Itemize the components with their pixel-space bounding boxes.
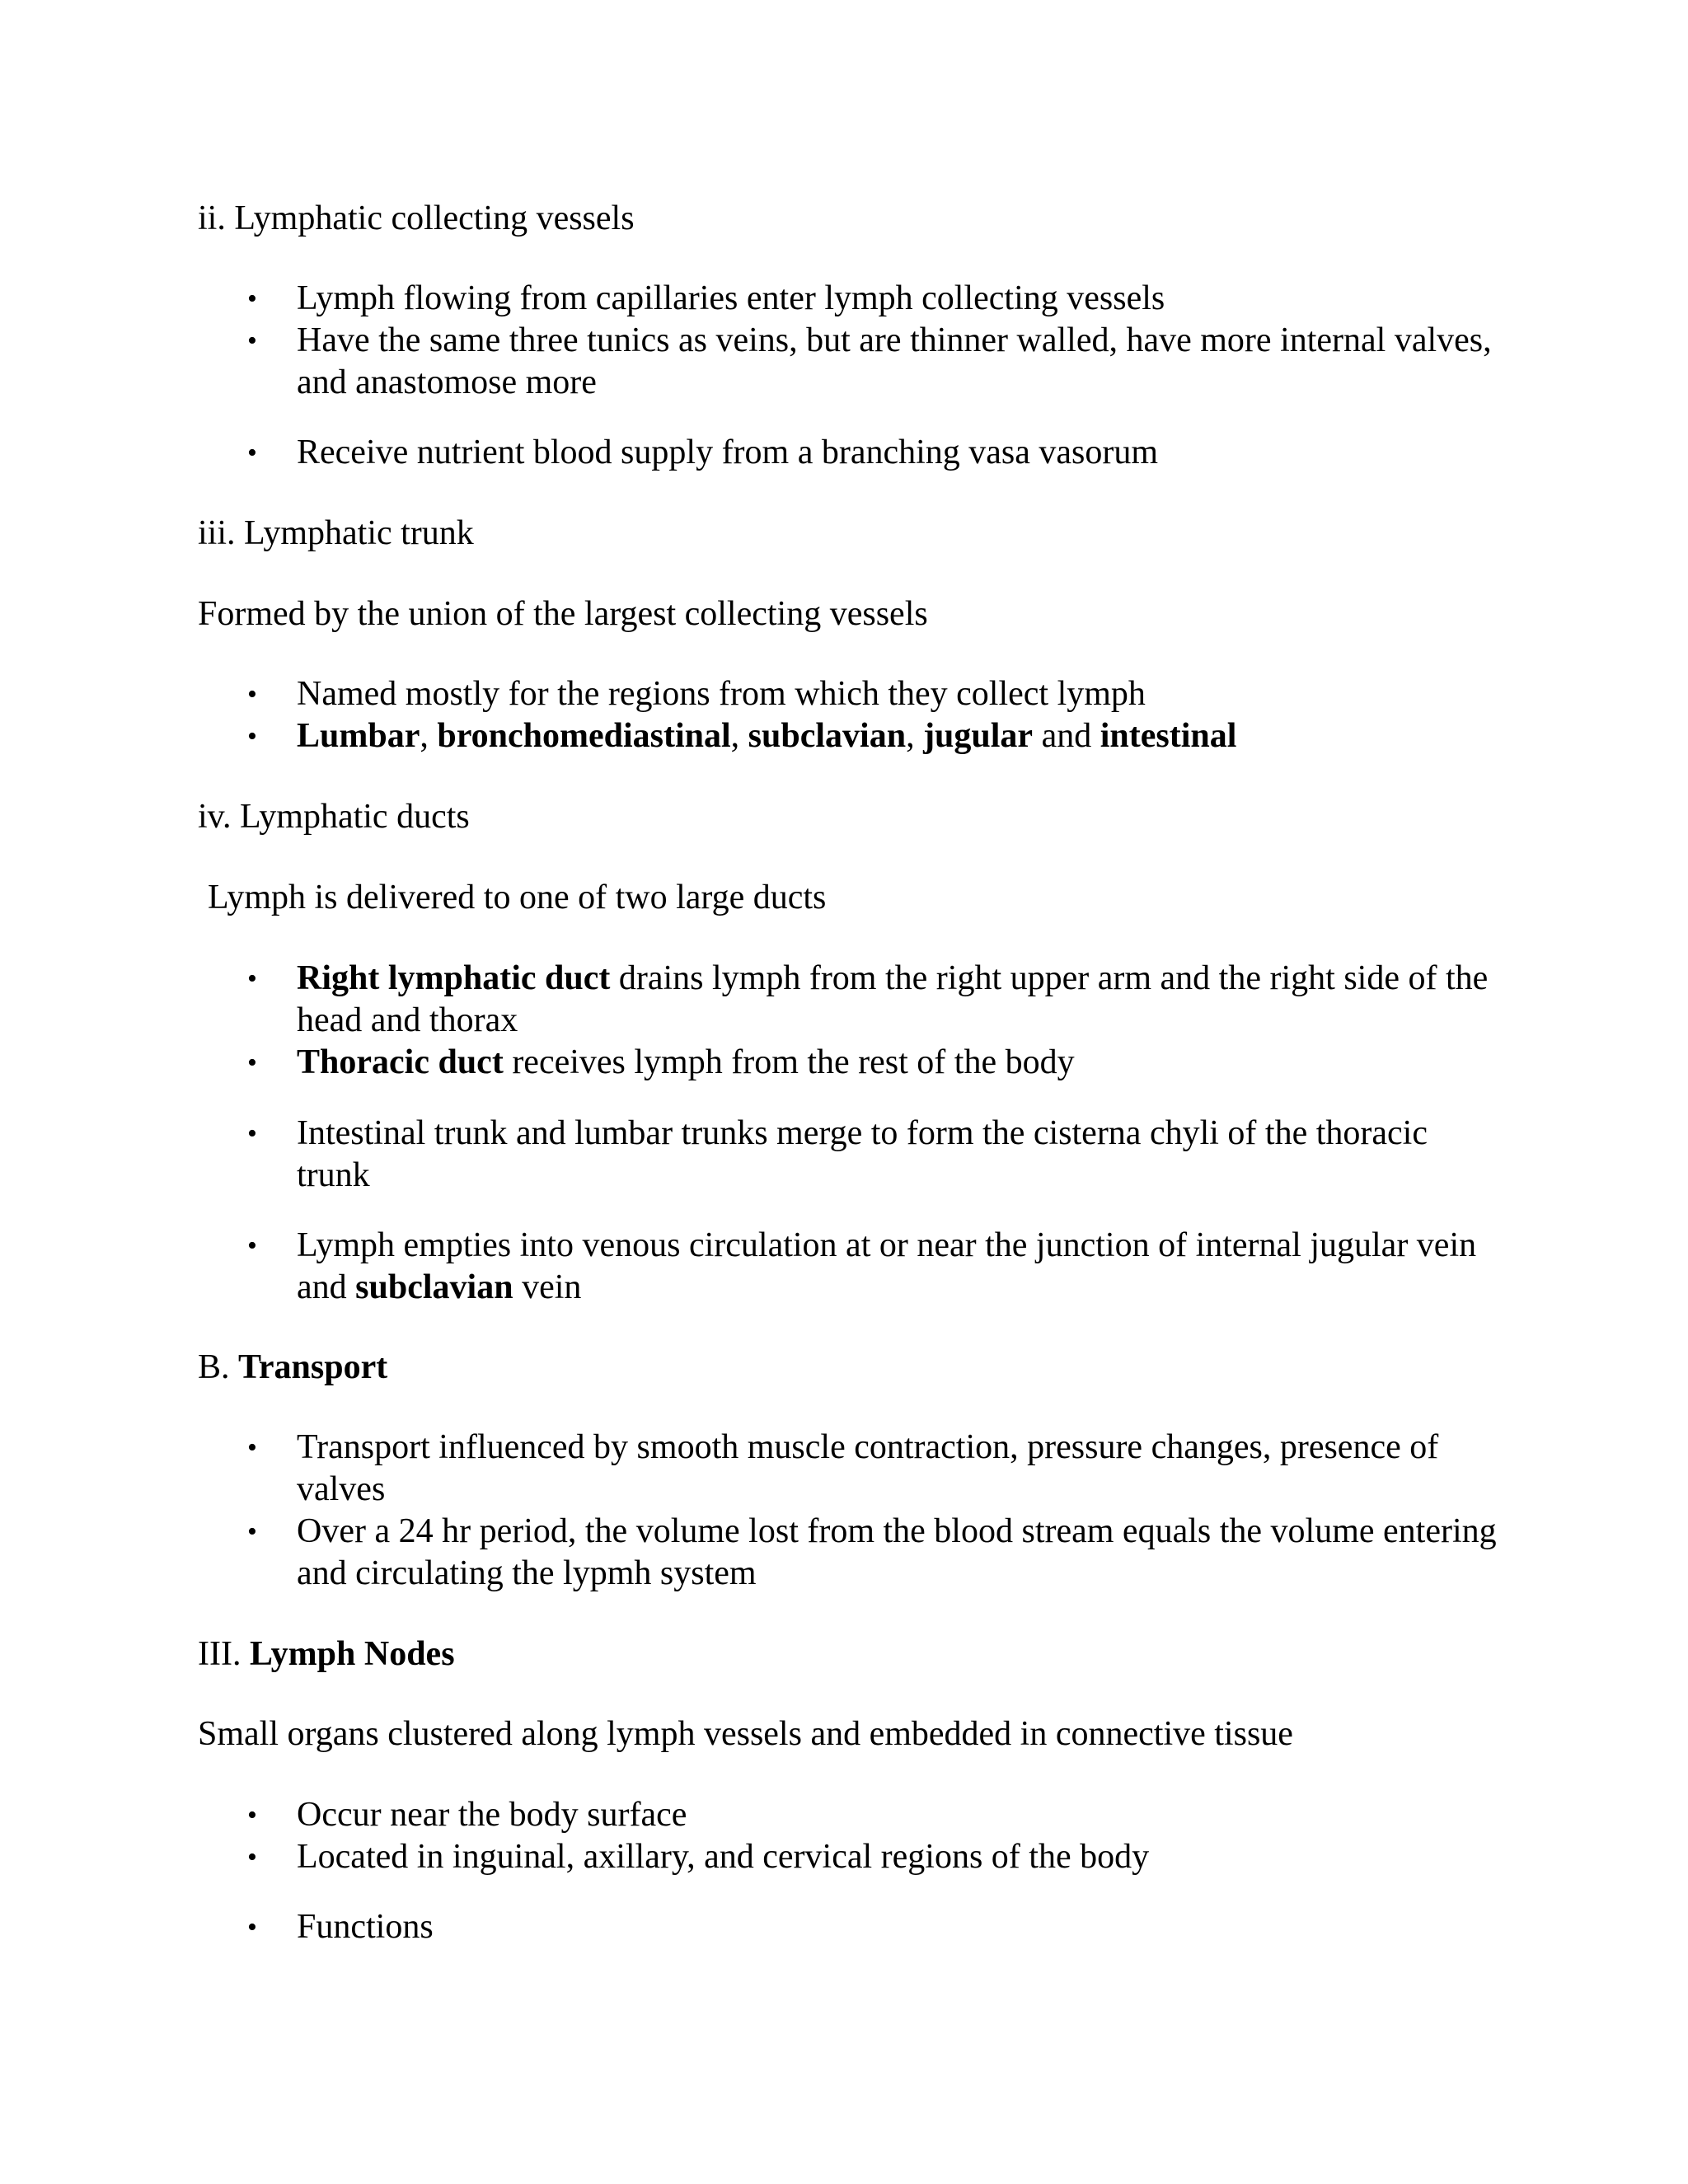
bullet: • [247,438,257,468]
right-duct-description: drains lymph from the right upper arm and the right side of the head and thorax [297,959,1489,1039]
bullet: • [247,284,257,314]
list-item-text: Occur near the body surface [297,1796,687,1834]
list-item [247,1836,1500,1878]
empties-text: Lymph empties into venous circulation at or near the junction of internal jugular vein and [297,1226,1477,1306]
list-item-text: Receive nutrient blood supply from a branching vasa vasorum [297,434,1159,471]
list-item-text [297,1225,1500,1309]
bullet: • [247,679,257,710]
bullet: • [247,721,257,752]
list-item [247,278,1500,320]
bullet: • [247,326,257,356]
list-item-text: Named mostly for the regions from which they collect lymph [297,675,1146,713]
list-item [247,1511,1500,1595]
list-item [247,1906,1500,1948]
heading-title: Transport [238,1348,388,1386]
trunk-names [297,715,1500,757]
list-item [247,1427,1500,1511]
ducts-intro: Lymph is delivered to one of two large ducts [208,879,827,916]
term-right-lymphatic-duct: Right lymphatic duct [297,959,611,997]
heading-lymphatic-trunk: iii. Lymphatic trunk [198,514,474,552]
bullet: • [247,1432,257,1463]
bullet: • [247,1516,257,1547]
heading-lymph-nodes [198,1633,455,1675]
list-item [247,1794,1500,1836]
heading-collecting-vessels: ii. Lymphatic collecting vessels [198,199,635,237]
separator: , [906,717,924,755]
list-item [247,432,1500,474]
list-item [247,1225,1500,1309]
list-item [247,715,1500,757]
bullet: • [247,1800,257,1830]
bullet: • [247,1118,257,1149]
bullet: • [247,1912,257,1943]
heading-transport [198,1347,387,1389]
list-item [247,320,1500,404]
term-thoracic-duct: Thoracic duct [297,1043,504,1081]
list-item-text: Have the same three tunics as veins, but are thinner walled, have more internal valves, and anastomose more [297,321,1492,401]
bullet: • [247,1230,257,1261]
term-jugular: jugular [923,717,1034,755]
heading-title: Lymph Nodes [249,1635,455,1673]
conjunction: and [1033,717,1100,755]
list-item-text: Lymph flowing from capillaries enter lymph collecting vessels [297,279,1165,317]
term-subclavian: subclavian [748,717,907,755]
trunk-intro: Formed by the union of the largest collecting vessels [198,595,928,633]
list-item-text: Functions [297,1908,434,1946]
empties-text-end: vein [513,1268,582,1306]
list-item [247,1113,1500,1197]
list-item [247,1042,1500,1084]
bullet: • [247,963,257,994]
term-subclavian: subclavian [355,1268,513,1306]
list-item-text: Transport influenced by smooth muscle contraction, pressure changes, presence of valves [297,1428,1439,1508]
list-item [247,673,1500,715]
separator: , [420,717,438,755]
thoracic-duct-description: receives lymph from the rest of the body [503,1043,1075,1081]
list-item-text [297,958,1500,1042]
list-item-text: Located in inguinal, axillary, and cervical regions of the body [297,1838,1150,1876]
nodes-intro: Small organs clustered along lymph vessels and embedded in connective tissue [198,1715,1293,1753]
heading-lymphatic-ducts: iv. Lymphatic ducts [198,798,470,836]
bullet: • [247,1842,257,1872]
term-intestinal: intestinal [1100,717,1237,755]
list-item-text [297,1042,1500,1084]
bullet: • [247,1047,257,1078]
term-lumbar: Lumbar [297,717,420,755]
separator: , [730,717,748,755]
list-item [247,958,1500,1042]
heading-prefix: B. [198,1348,239,1386]
heading-prefix: III. [198,1635,250,1673]
term-bronchomediastinal: bronchomediastinal [437,717,731,755]
list-item-text: Over a 24 hr period, the volume lost from the blood stream equals the volume entering and circulating the lypmh system [297,1512,1497,1592]
list-item-text: Intestinal trunk and lumbar trunks merge to form the cisterna chyli of the thoracic trunk [297,1114,1428,1194]
